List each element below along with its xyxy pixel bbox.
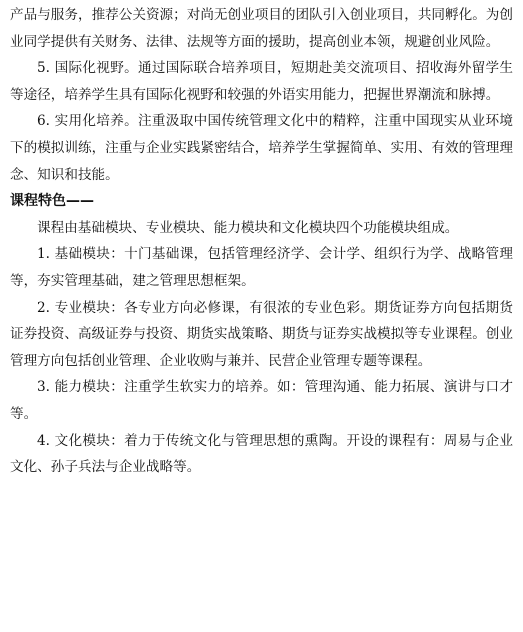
paragraph-practical-training: 6. 实用化培养。注重汲取中国传统管理文化中的精粹，注重中国现实从业环境下的模拟训练，注重与企业实践紧密结合，培养学生掌握简单、实用、有效的管理理念、知识和技能。 (10, 113, 513, 183)
paragraph-ability-module: 3. 能力模块：注重学生软实力的培养。如：管理沟通、能力拓展、演讲与口才等。 (10, 379, 513, 422)
paragraph-international-vision: 5. 国际化视野。通过国际联合培养项目，短期赴美交流项目、招收海外留学生等途径，培养学生具有国际化视野和较强的外语实用能力，把握世界潮流和脉搏。 (10, 60, 513, 103)
paragraph-basic-module: 1. 基础模块：十门基础课，包括管理经济学、会计学、组织行为学、战略管理等，夯实管理基础，建之管理思想框架。 (10, 246, 513, 289)
paragraph-culture-module: 4. 文化模块：着力于传统文化与管理思想的熏陶。开设的课程有：周易与企业文化、孙子兵法与企业战略等。 (10, 432, 513, 476)
paragraph-course-overview: 课程由基础模块、专业模块、能力模块和文化模块四个功能模块组成。 (37, 219, 459, 236)
paragraph-incubation-continued: 产品与服务，推荐公关资源；对尚无创业项目的团队引入创业项目，共同孵化。为创业同学提供有关财务、法律、法规等方面的援助，提高创业本领，规避创业风险。 (10, 7, 513, 50)
section-heading-course-features: 课程特色—— (10, 193, 94, 210)
paragraph-professional-module: 2. 专业模块：各专业方向必修课，有很浓的专业色彩。期货证券方向包括期货证券投资、高级证券与投资、期货实战策略、期货与证券实战模拟等专业课程。创业管理方向包括创业管理、企业收购与兼并、民营企业管理专题等课程。 (10, 299, 513, 369)
